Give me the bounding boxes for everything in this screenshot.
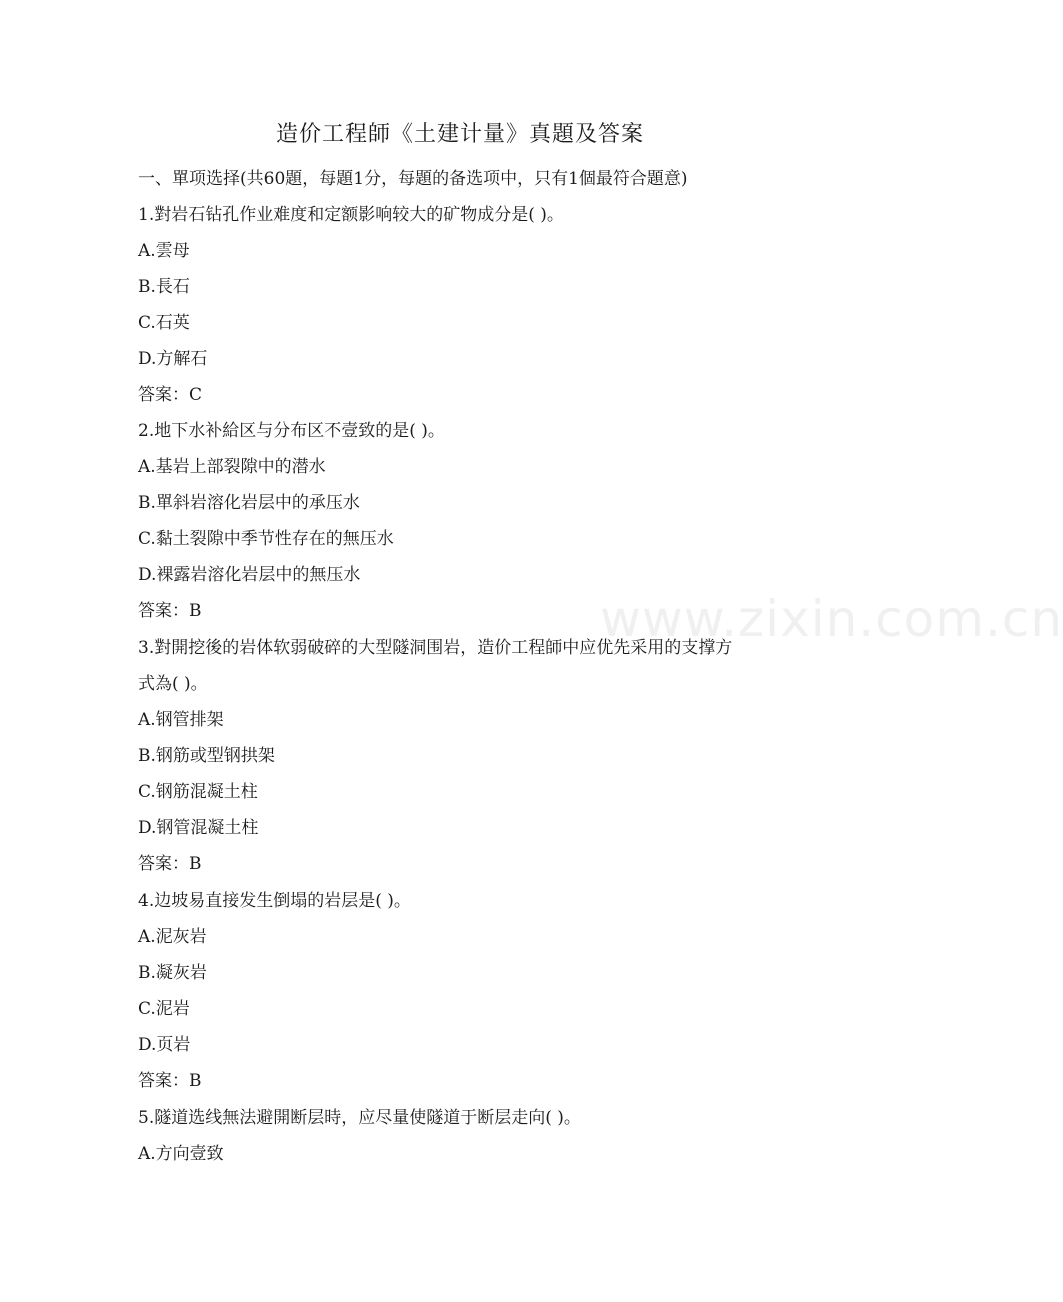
- document-title: 造价工程師《土建计量》真題及答案: [275, 122, 644, 147]
- option-text: C.黏土裂隙中季节性存在的無压水: [138, 529, 394, 549]
- option-text: D.方解石: [138, 349, 208, 369]
- option-text: C.石英: [138, 313, 190, 333]
- option-text: D.钢管混凝土柱: [138, 818, 259, 838]
- option-text: B.凝灰岩: [138, 963, 207, 983]
- section-heading: 一、單项选择(共60題，每題1分，每題的备选项中，只有1個最符合題意): [138, 169, 688, 189]
- option-text: C.泥岩: [138, 999, 190, 1019]
- option-text: A.雲母: [138, 241, 190, 261]
- option-text: A.钢管排架: [138, 710, 224, 730]
- question-text-continued: 式為( )。: [138, 674, 208, 694]
- answer-text: 答案：B: [138, 1071, 202, 1091]
- question-text: 2.地下水补給区与分布区不壹致的是( )。: [138, 421, 445, 441]
- answer-text: 答案：B: [138, 854, 202, 874]
- option-text: A.泥灰岩: [138, 927, 207, 947]
- option-text: B.钢筋或型钢拱架: [138, 746, 275, 766]
- option-text: B.單斜岩溶化岩层中的承压水: [138, 493, 360, 513]
- question-text: 1.對岩石钻孔作业难度和定额影响较大的矿物成分是( )。: [138, 205, 564, 225]
- watermark: www.zixin.com.cn: [600, 590, 1063, 648]
- answer-text: 答案：C: [138, 385, 203, 405]
- option-text: D.裸露岩溶化岩层中的無压水: [138, 565, 361, 585]
- question-text: 3.對開挖後的岩体软弱破碎的大型隧洞围岩，造价工程師中应优先采用的支撑方: [138, 638, 733, 658]
- option-text: C.钢筋混凝土柱: [138, 782, 258, 802]
- option-text: B.長石: [138, 277, 190, 297]
- option-text: D.页岩: [138, 1035, 191, 1055]
- option-text: A.方向壹致: [138, 1144, 224, 1164]
- option-text: A.基岩上部裂隙中的潜水: [138, 457, 326, 477]
- question-text: 4.边坡易直接发生倒塌的岩层是( )。: [138, 891, 411, 911]
- answer-text: 答案：B: [138, 601, 202, 621]
- question-text: 5.隧道选线無法避開断层時，应尽量使隧道于断层走向( )。: [138, 1108, 581, 1128]
